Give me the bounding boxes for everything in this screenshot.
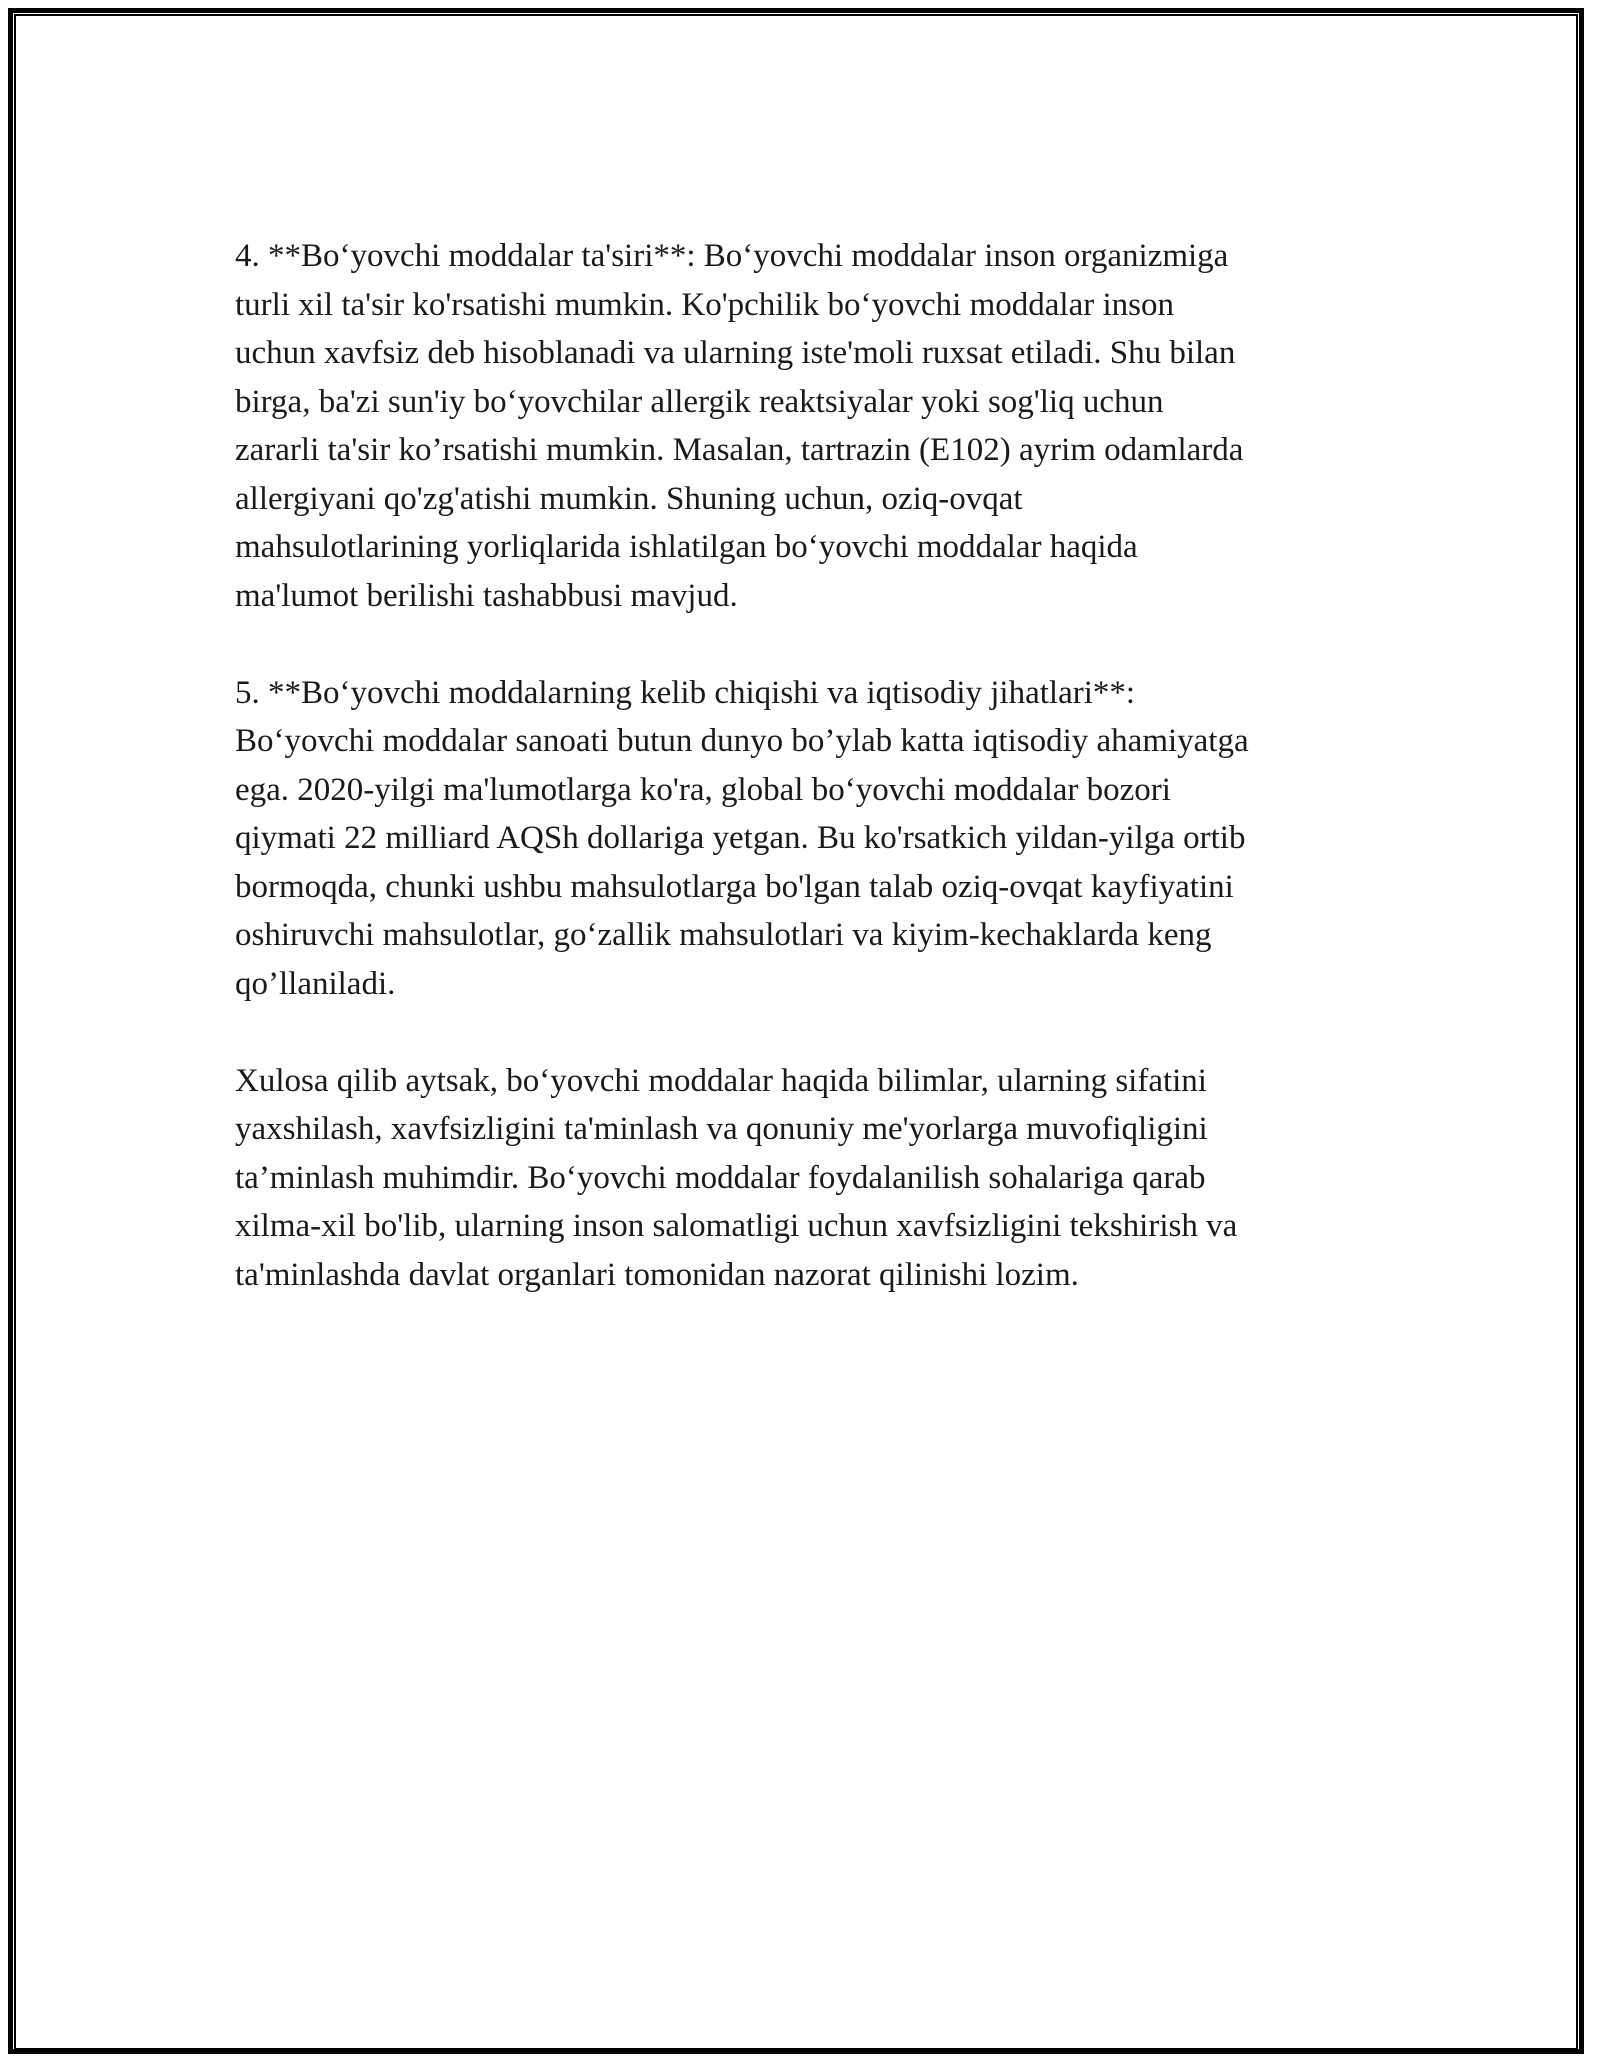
text-line: uchun xavfsiz deb hisoblanadi va ularning iste'moli ruxsat etiladi. Shu bilan — [235, 335, 1236, 371]
text-line: 4. **Bo‘yovchi moddalar ta'siri**: Bo‘yovchi moddalar inson organizmiga — [235, 238, 1229, 274]
text-line: oshiruvchi mahsulotlar, go‘zallik mahsulotlari va kiyim-kechaklarda keng — [235, 917, 1212, 953]
text-line: ma'lumot berilishi tashabbusi mavjud. — [235, 577, 738, 614]
paragraph-section-5 — [235, 669, 1375, 1009]
document-body — [235, 232, 1375, 1348]
text-line: qo’llaniladi. — [235, 965, 396, 1002]
text-line: 5. **Bo‘yovchi moddalarning kelib chiqishi va iqtisodiy jihatlari**: — [235, 674, 1136, 711]
text-line: yaxshilash, xavfsizligini ta'minlash va qonuniy me'yorlarga muvofiqligini — [235, 1111, 1208, 1147]
text-line: allergiyani qo'zg'atishi mumkin. Shuning uchun, oziq-ovqat — [235, 480, 1023, 517]
text-line: ega. 2020-yilgi ma'lumotlarga ko'ra, global bo‘yovchi moddalar bozori — [235, 771, 1171, 808]
text-line: xilma-xil bo'lib, ularning inson salomatligi uchun xavfsizligini tekshirish va — [235, 1208, 1238, 1244]
text-line: qiymati 22 milliard AQSh dollariga yetgan. Bu ko'rsatkich yildan-yilga ortib — [235, 820, 1246, 856]
text-line: mahsulotlarining yorliqlarida ishlatilgan bo‘yovchi moddalar haqida — [235, 529, 1138, 565]
text-line: turli xil ta'sir ko'rsatishi mumkin. Ko'pchilik bo‘yovchi moddalar inson — [235, 286, 1174, 323]
text-line: ta’minlash muhimdir. Bo‘yovchi moddalar foydalanilish sohalariga qarab — [235, 1159, 1206, 1196]
paragraph-conclusion — [235, 1057, 1375, 1300]
text-line: birga, ba'zi sun'iy bo‘yovchilar allergik reaktsiyalar yoki sog'liq uchun — [235, 383, 1164, 420]
text-line: zararli ta'sir ko’rsatishi mumkin. Masalan, tartrazin (E102) ayrim odamlarda — [235, 432, 1244, 468]
text-line: ta'minlashda davlat organlari tomonidan nazorat qilinishi lozim. — [235, 1256, 1079, 1293]
paragraph-section-4 — [235, 232, 1375, 620]
text-line: Xulosa qilib aytsak, bo‘yovchi moddalar haqida bilimlar, ularning sifatini — [235, 1062, 1207, 1099]
text-line: Bo‘yovchi moddalar sanoati butun dunyo bo’ylab katta iqtisodiy ahamiyatga — [235, 723, 1249, 759]
text-line: bormoqda, chunki ushbu mahsulotlarga bo'lgan talab oziq-ovqat kayfiyatini — [235, 868, 1234, 905]
